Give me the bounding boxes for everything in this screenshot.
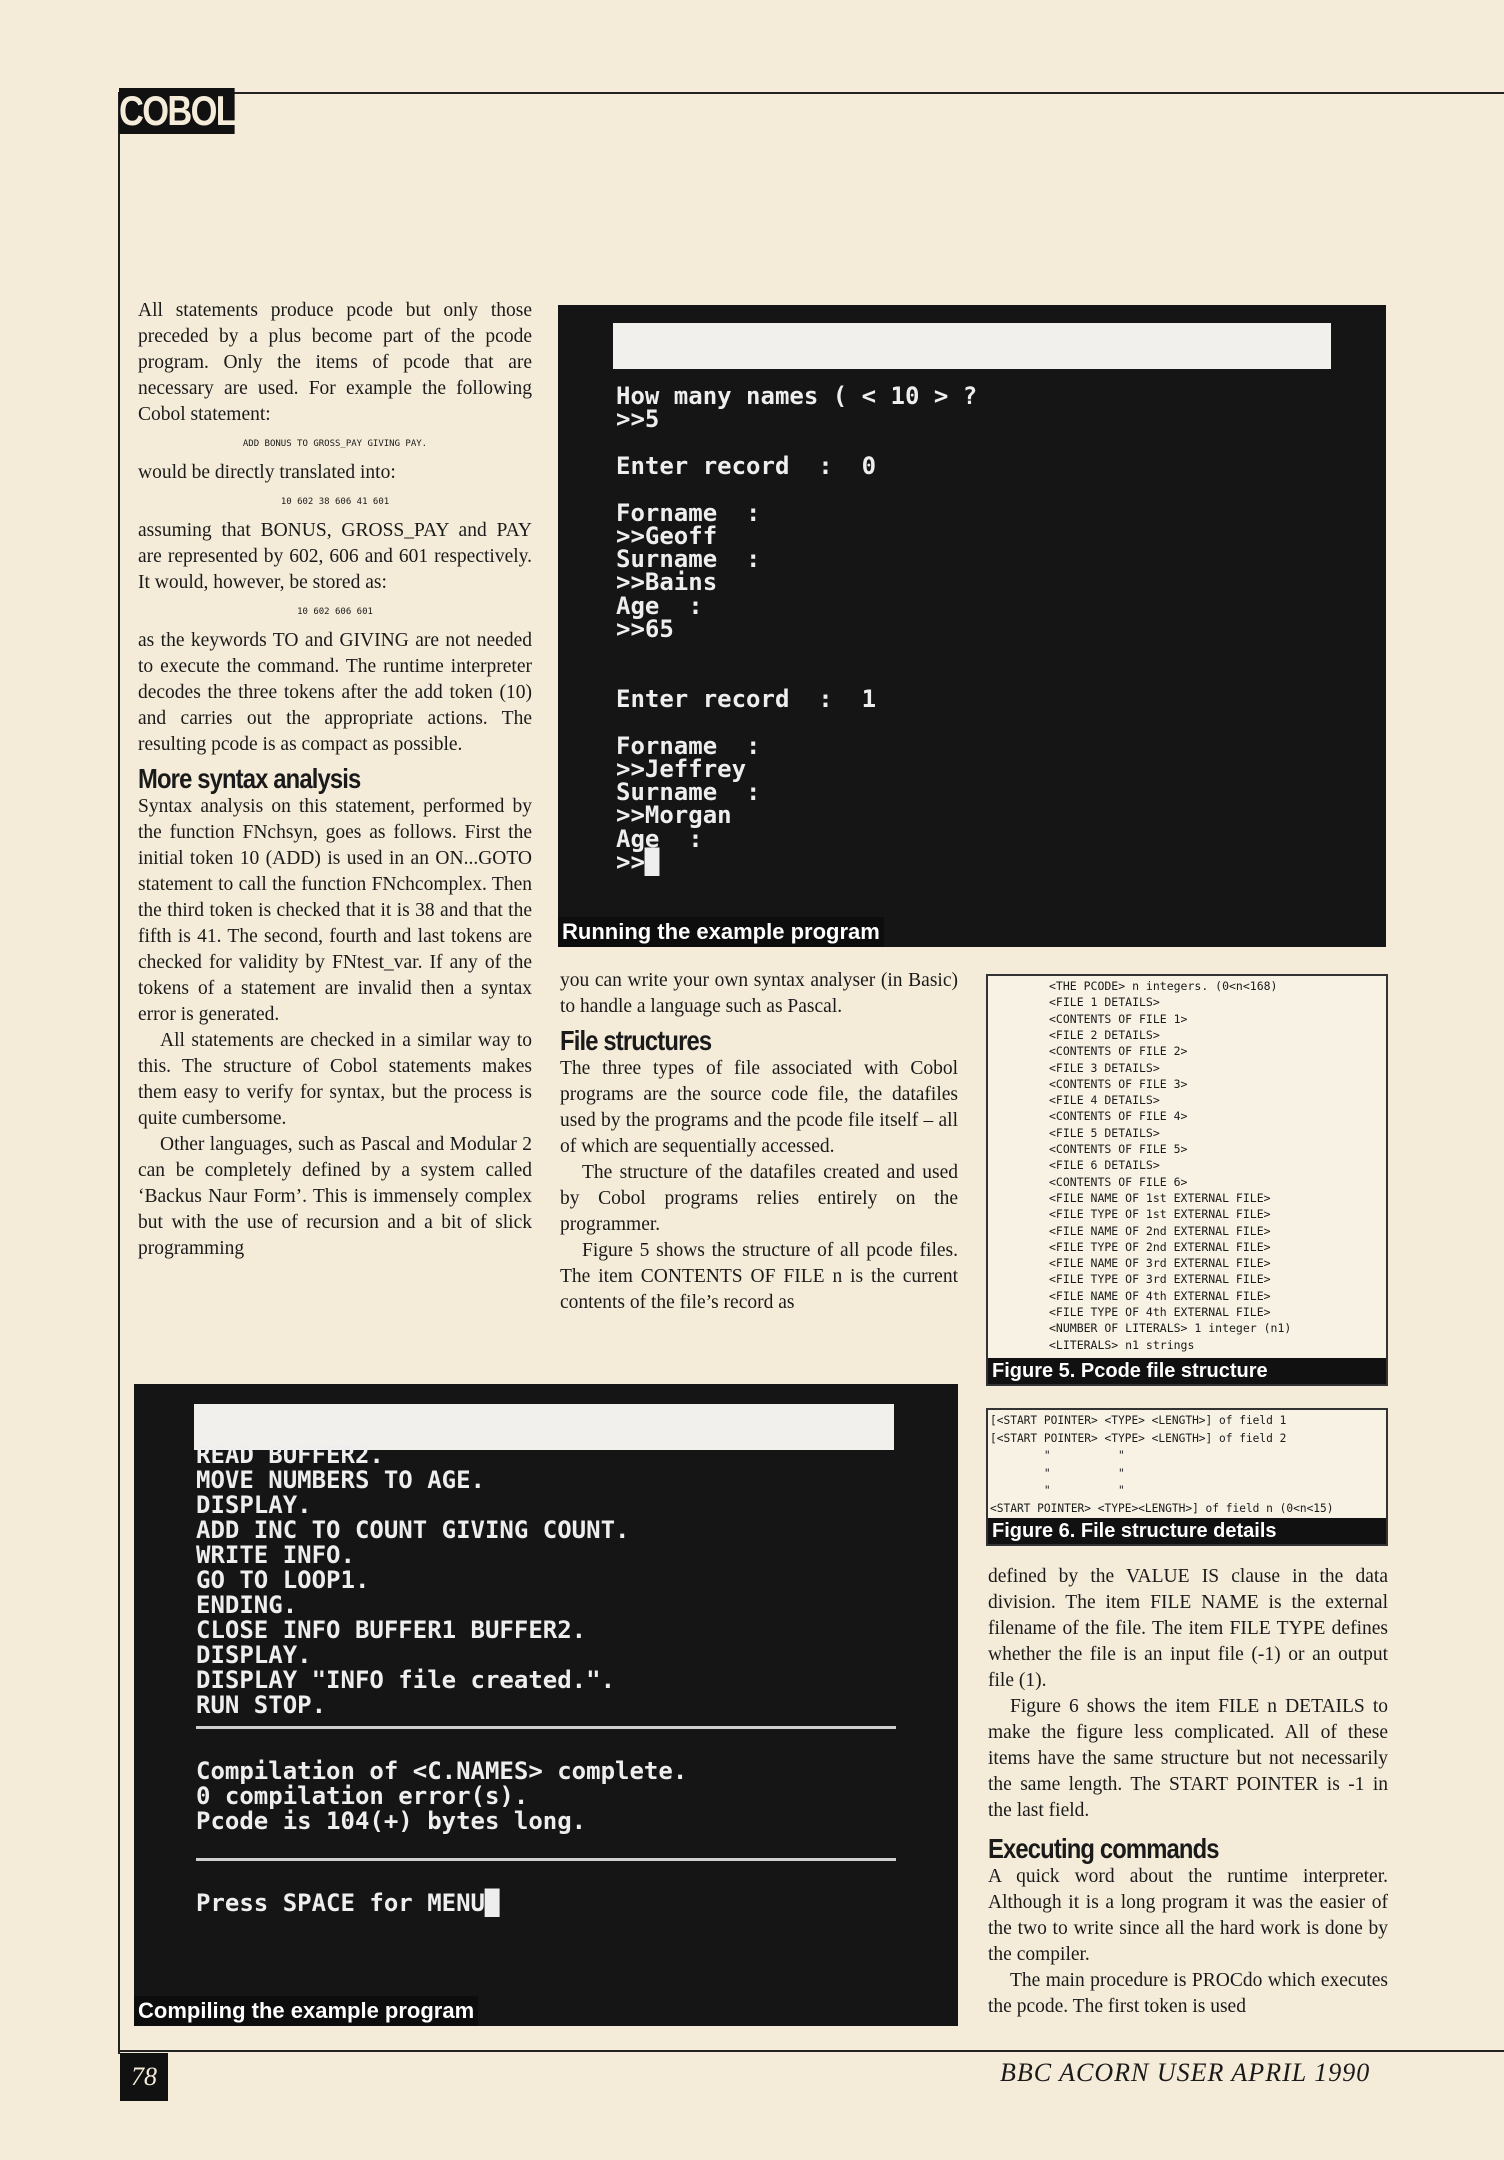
text-line: [<START POINTER> <TYPE> <LENGTH>] of field 2 xyxy=(990,1431,1287,1445)
left-margin-rule xyxy=(118,92,120,2054)
text-line: <FILE NAME OF 3rd EXTERNAL FILE> xyxy=(1049,1256,1271,1271)
figure-caption: Figure 5. Pcode file structure xyxy=(988,1358,1386,1384)
text-line: <LITERALS> n1 strings xyxy=(1049,1337,1195,1352)
paragraph: Syntax analysis on this statement, performed by the function FNchsyn, goes as follows. First the initial token 10 (ADD) is used in an ON...GOTO statement to call the function FNchcomplex. Then the third token is checked that it is 38 and that the fifth is 41. The second, fourth and last tokens are checked for validity by FNtest_var. If any of the tokens of a statement are invalid then a syntax error is generated. xyxy=(138,796,532,1025)
text-line: [<START POINTER> <TYPE> <LENGTH>] of field 1 xyxy=(990,1414,1287,1427)
paragraph: A quick word about the runtime interpreter. Although it is a long program it was the easier of the two to write since all the hard work is done by the compiler. xyxy=(988,1866,1388,1965)
text-line: RUN STOP. xyxy=(196,1691,327,1719)
paragraph: Figure 6 shows the item FILE n DETAILS to make the figure less complicated. All of these items have the same structure but not necessarily the same length. The START POINTER is -1 in the last field. xyxy=(988,1696,1388,1821)
code-example: ADD BONUS TO GROSS_PAY GIVING PAY. xyxy=(242,439,428,449)
section-heading: More syntax analysis xyxy=(138,763,361,794)
text-line: <THE PCODE> n integers. (0<n<168) xyxy=(1049,979,1278,993)
paragraph: would be directly translated into: xyxy=(138,462,396,483)
screen-prompt: Press SPACE for MENU█ xyxy=(196,1889,500,1917)
column-2 xyxy=(560,968,958,1316)
paragraph: defined by the VALUE IS clause in the data division. The item FILE NAME is the external filename of the file. The item FILE TYPE defines whether the file is an input file (-1) or an output file (1). xyxy=(988,1566,1388,1691)
paragraph: The main procedure is PROCdo which executes the pcode. The first token is used xyxy=(988,1970,1388,2017)
figure-caption: Compiling the example program xyxy=(134,1996,478,2026)
text-line: >>█ xyxy=(616,848,660,876)
text-line: <FILE 4 DETAILS> xyxy=(1049,1093,1160,1108)
screenshot-compiling-program xyxy=(134,1384,958,2026)
text-line: Compilation of <C.NAMES> complete. xyxy=(196,1757,688,1785)
text-line: " " xyxy=(990,1466,1125,1480)
text-line: READ BUFFER2. xyxy=(196,1441,384,1469)
paragraph: you can write your own syntax analyser (in Basic) to handle a language such as Pascal. xyxy=(560,970,958,1017)
section-tag: COBOL xyxy=(119,87,236,134)
text-line: " " xyxy=(990,1484,1125,1497)
text-line: <FILE NAME OF 4th EXTERNAL FILE> xyxy=(1049,1288,1271,1303)
paragraph: Figure 5 shows the structure of all pcode files. The item CONTENTS OF FILE n is the current contents of the file’s record as xyxy=(560,1240,958,1313)
text-line: How many names ( < 10 > ? xyxy=(616,382,978,410)
text-line: 0 compilation error(s). xyxy=(196,1782,529,1810)
text-line: Pcode is 104(+) bytes long. xyxy=(196,1807,587,1835)
figure-caption: Running the example program xyxy=(558,917,884,947)
figure-6-file-structure xyxy=(986,1408,1388,1546)
text-line: DISPLAY. xyxy=(196,1491,312,1519)
text-line: Surname : xyxy=(616,778,761,807)
text-line: <FILE 5 DETAILS> xyxy=(1049,1125,1160,1140)
text-line: CLOSE INFO BUFFER1 BUFFER2. xyxy=(196,1616,587,1644)
footer-rule xyxy=(118,2050,1504,2052)
text-line: <CONTENTS OF FILE 5> xyxy=(1049,1142,1188,1156)
paragraph: assuming that BONUS, GROSS_PAY and PAY are represented by 602, 606 and 601 respectively. It would, however, be stored as: xyxy=(138,520,532,593)
text-line: <CONTENTS OF FILE 6> xyxy=(1049,1174,1188,1189)
paragraph: The structure of the datafiles created and used by Cobol programs relies entirely on the programmer. xyxy=(560,1162,958,1235)
text-line: Enter record : 1 xyxy=(616,684,877,713)
screen-separator xyxy=(196,1858,896,1861)
page-number: 78 xyxy=(120,2053,168,2101)
text-line: >>5 xyxy=(616,405,660,434)
text-line: >>Bains xyxy=(616,568,718,597)
text-line: DISPLAY. xyxy=(196,1641,312,1669)
text-line: >>Geoff xyxy=(616,521,718,550)
section-heading: Executing commands xyxy=(988,1833,1219,1864)
screen-separator xyxy=(196,1726,896,1729)
header-rule xyxy=(118,92,1504,94)
text-line: <CONTENTS OF FILE 2> xyxy=(1049,1044,1188,1059)
text-line: Age : xyxy=(616,591,703,620)
text-line: " " xyxy=(990,1449,1125,1462)
text-line: <FILE 1 DETAILS> xyxy=(1049,995,1160,1010)
text-line: <FILE TYPE OF 1st EXTERNAL FILE> xyxy=(1049,1207,1271,1222)
text-line: <FILE TYPE OF 2nd EXTERNAL FILE> xyxy=(1049,1239,1271,1254)
text-line: <FILE 2 DETAILS> xyxy=(1049,1027,1160,1042)
paragraph: The three types of file associated with Cobol programs are the source code file, the datafiles used by the programs and the pcode file itself – all of which are sequentially accessed. xyxy=(560,1058,958,1157)
text-line: >>Morgan xyxy=(616,801,732,830)
text-line: <FILE TYPE OF 4th EXTERNAL FILE> xyxy=(1049,1305,1271,1319)
text-line: <FILE NAME OF 1st EXTERNAL FILE> xyxy=(1049,1190,1271,1205)
text-line: <FILE TYPE OF 3rd EXTERNAL FILE> xyxy=(1049,1272,1271,1287)
section-heading: File structures xyxy=(560,1025,712,1056)
text-line: <CONTENTS OF FILE 4> xyxy=(1049,1109,1188,1124)
text-line: WRITE INFO. xyxy=(196,1541,355,1569)
text-line: >>Jeffrey xyxy=(616,754,747,783)
figure-5-pcode-structure xyxy=(986,974,1388,1386)
text-line: <CONTENTS OF FILE 1> xyxy=(1049,1011,1188,1026)
text-line: GO TO LOOP1. xyxy=(196,1566,370,1594)
column-3 xyxy=(988,1564,1388,2020)
text-line: >>65 xyxy=(616,615,674,643)
screenshot-running-program xyxy=(558,305,1386,947)
text-line: ENDING. xyxy=(196,1591,298,1619)
paragraph: All statements produce pcode but only those preceded by a plus become part of the pcode program. Only the items of pcode that are necessary are used. For example the following Cobol statement: xyxy=(138,300,532,425)
text-line: ADD INC TO COUNT GIVING COUNT. xyxy=(196,1516,630,1544)
text-line: MOVE NUMBERS TO AGE. xyxy=(196,1466,485,1494)
text-line: <FILE 6 DETAILS> xyxy=(1049,1158,1160,1173)
code-example: 10 602 38 606 41 601 xyxy=(280,497,390,507)
figure-caption: Figure 6. File structure details xyxy=(988,1518,1386,1544)
text-line: Enter record : 0 xyxy=(616,451,877,480)
text-line: <FILE 3 DETAILS> xyxy=(1049,1060,1160,1075)
column-1 xyxy=(138,298,532,1262)
text-line: Surname : xyxy=(616,545,761,574)
code-example: 10 602 606 601 xyxy=(297,607,373,617)
screen-title-bar xyxy=(613,323,1331,369)
text-line: <FILE NAME OF 2nd EXTERNAL FILE> xyxy=(1049,1223,1271,1238)
paragraph: Other languages, such as Pascal and Modular 2 can be completely defined by a system called ‘Backus Naur Form’. This is immensely complex but with the use of recursion and a bit of slick programming xyxy=(138,1134,532,1259)
text-line: <START POINTER> <TYPE><LENGTH>] of field n (0<n<15) xyxy=(990,1501,1334,1515)
paragraph: All statements are checked in a similar way to this. The structure of Cobol statements makes them easy to verify for syntax, but the process is quite cumbersome. xyxy=(138,1030,532,1129)
paragraph: as the keywords TO and GIVING are not needed to execute the command. The runtime interpreter decodes the three tokens after the add token (10) and carries out the appropriate actions. The resulting pcode is as compact as possible. xyxy=(138,630,532,755)
publication-footer: BBC ACORN USER APRIL 1990 xyxy=(1000,2058,1371,2087)
text-line: Age : xyxy=(616,824,703,853)
text-line: Forname : xyxy=(616,498,761,527)
text-line: <CONTENTS OF FILE 3> xyxy=(1049,1076,1188,1091)
text-line: <NUMBER OF LITERALS> 1 integer (n1) xyxy=(1049,1321,1292,1336)
text-line: Forname : xyxy=(616,731,761,760)
text-line: DISPLAY "INFO file created.". xyxy=(196,1666,616,1694)
